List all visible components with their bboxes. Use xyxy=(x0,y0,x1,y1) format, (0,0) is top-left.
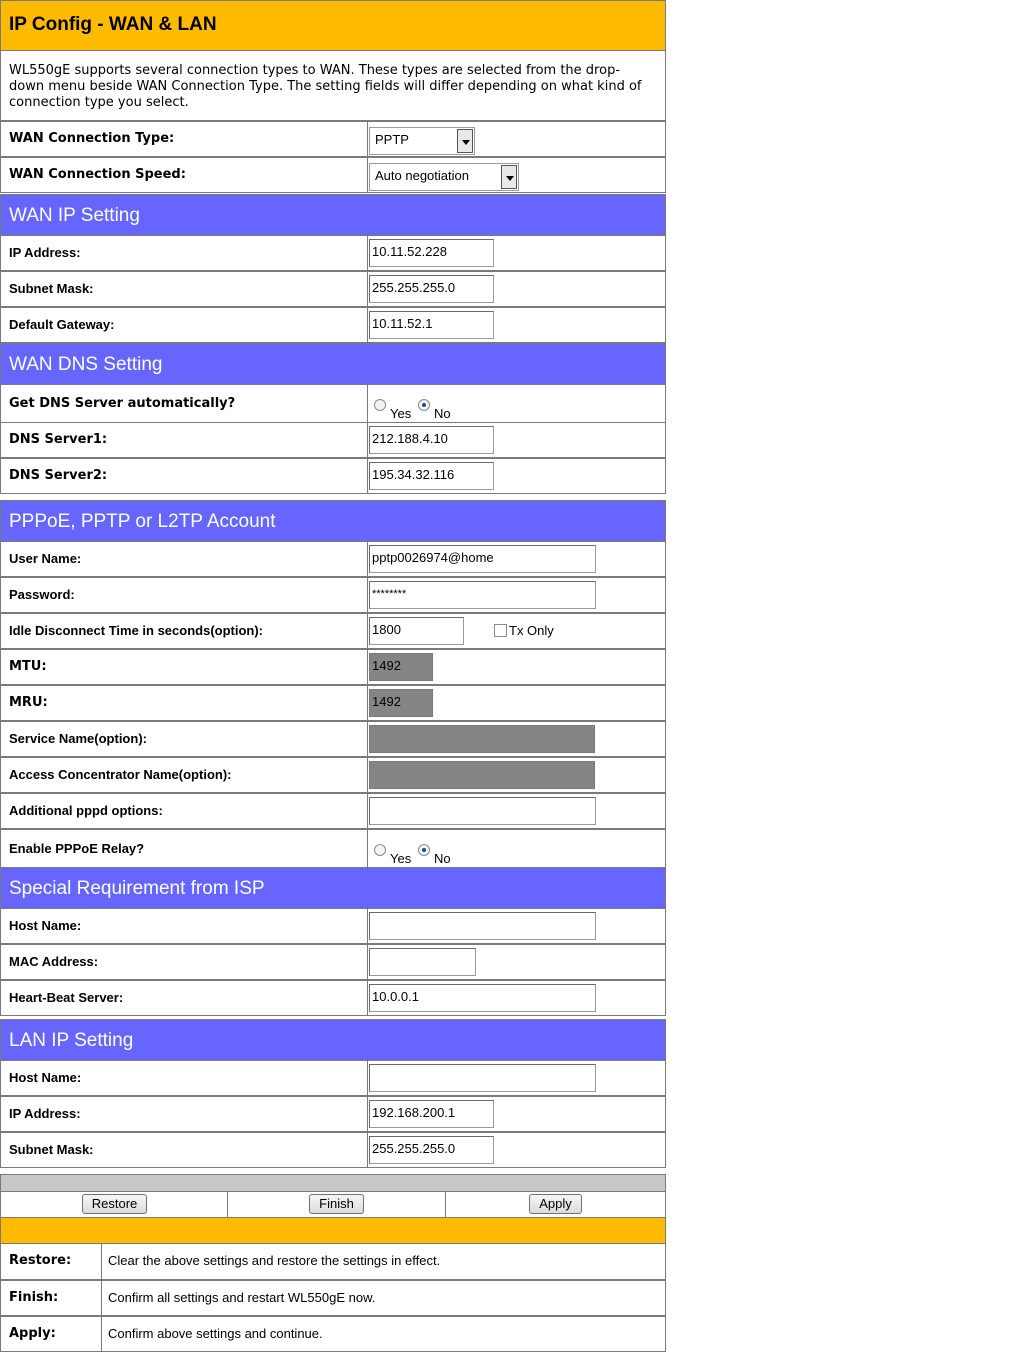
row-isp-host xyxy=(0,908,666,944)
divider xyxy=(367,272,368,306)
wan-subnet-label: Subnet Mask: xyxy=(9,281,94,296)
row-lan-host xyxy=(0,1060,666,1096)
connection-type-value: PPTP xyxy=(375,132,409,147)
help-row-restore xyxy=(0,1244,666,1280)
divider xyxy=(101,1244,102,1279)
button-bar-top xyxy=(0,1174,666,1192)
row-dns-auto xyxy=(0,384,666,423)
chevron-down-icon[interactable] xyxy=(501,165,517,189)
section-isp xyxy=(0,867,666,909)
dns2-label: DNS Server2: xyxy=(9,468,108,483)
dns2-input[interactable]: 195.34.32.116 xyxy=(369,462,494,490)
pppd-options-input[interactable] xyxy=(369,797,596,825)
row-pppd-options xyxy=(0,793,666,829)
divider xyxy=(367,722,368,756)
wan-gateway-input[interactable]: 10.11.52.1 xyxy=(369,311,494,339)
section-account xyxy=(0,500,666,542)
row-heartbeat xyxy=(0,980,666,1016)
dns-auto-yes-radio[interactable] xyxy=(374,399,386,411)
help-row-apply xyxy=(0,1316,666,1352)
divider xyxy=(367,1133,368,1167)
wan-ip-input[interactable]: 10.11.52.228 xyxy=(369,239,494,267)
dns-auto-no-label: No xyxy=(434,406,451,421)
connection-type-select[interactable] xyxy=(369,127,475,155)
username-input[interactable]: pptp0026974@home xyxy=(369,545,596,573)
dns1-label: DNS Server1: xyxy=(9,432,108,447)
divider xyxy=(367,945,368,979)
relay-no-radio[interactable] xyxy=(418,844,430,856)
lan-ip-label: IP Address: xyxy=(9,1106,81,1121)
ac-name-input[interactable] xyxy=(369,761,595,789)
heartbeat-input[interactable]: 10.0.0.1 xyxy=(369,984,596,1012)
divider xyxy=(367,423,368,457)
row-mtu xyxy=(0,649,666,685)
tx-only-checkbox[interactable] xyxy=(494,624,507,637)
row-wan-gateway xyxy=(0,307,666,343)
divider xyxy=(367,308,368,342)
title-bar xyxy=(0,0,666,51)
password-input[interactable]: ******** xyxy=(369,581,596,609)
section-heading: WAN DNS Setting xyxy=(9,354,163,375)
dns-auto-yes-label: Yes xyxy=(390,406,412,421)
connection-speed-value: Auto negotiation xyxy=(375,168,469,183)
divider xyxy=(367,385,368,422)
section-heading: Special Requirement from ISP xyxy=(9,878,265,899)
ac-name-label: Access Concentrator Name(option): xyxy=(9,767,232,782)
apply-button[interactable]: Apply xyxy=(529,1194,582,1214)
row-wan-ip-address xyxy=(0,235,666,271)
tx-only-label: Tx Only xyxy=(509,623,554,638)
help-row-finish xyxy=(0,1280,666,1316)
help-text: Clear the above settings and restore the settings in effect. xyxy=(108,1253,441,1268)
username-label: User Name: xyxy=(9,551,82,566)
row-connection-speed xyxy=(0,157,666,193)
lan-subnet-label: Subnet Mask: xyxy=(9,1142,94,1157)
lan-host-input[interactable] xyxy=(369,1064,596,1092)
divider xyxy=(101,1281,102,1315)
relay-yes-radio[interactable] xyxy=(374,844,386,856)
lan-subnet-input[interactable]: 255.255.255.0 xyxy=(369,1136,494,1164)
divider xyxy=(367,459,368,493)
dns-auto-label: Get DNS Server automatically? xyxy=(9,396,236,411)
service-name-label: Service Name(option): xyxy=(9,731,147,746)
mru-label: MRU: xyxy=(9,695,48,710)
isp-host-input[interactable] xyxy=(369,912,596,940)
row-connection-type xyxy=(0,121,666,157)
row-lan-ip xyxy=(0,1096,666,1132)
section-lan-ip xyxy=(0,1019,666,1061)
row-ac-name xyxy=(0,757,666,793)
mtu-input[interactable]: 1492 xyxy=(369,653,433,681)
connection-speed-select[interactable] xyxy=(369,163,519,191)
dns-auto-no-radio[interactable] xyxy=(418,399,430,411)
restore-button[interactable]: Restore xyxy=(82,1194,147,1214)
divider xyxy=(367,794,368,828)
divider xyxy=(367,830,368,867)
section-heading: WAN IP Setting xyxy=(9,205,140,226)
relay-no-label: No xyxy=(434,851,451,866)
intro-text: WL550gE supports several connection types to WAN. These types are selected from the drop-down menu beside WAN Connection Type. The setting fields will differ depending on what kind of connection type you select. xyxy=(9,63,642,110)
section-wan-ip xyxy=(0,194,666,236)
divider xyxy=(367,758,368,792)
divider xyxy=(367,909,368,943)
connection-type-label: WAN Connection Type: xyxy=(9,131,175,146)
pppd-options-label: Additional pppd options: xyxy=(9,803,163,818)
relay-yes-label: Yes xyxy=(390,851,412,866)
mru-input[interactable]: 1492 xyxy=(369,689,433,717)
row-idle-time xyxy=(0,613,666,649)
wan-subnet-input[interactable]: 255.255.255.0 xyxy=(369,275,494,303)
password-label: Password: xyxy=(9,587,75,602)
section-heading: PPPoE, PPTP or L2TP Account xyxy=(9,511,276,532)
row-dns2 xyxy=(0,458,666,494)
divider xyxy=(367,1061,368,1095)
row-password xyxy=(0,577,666,613)
page-title: IP Config - WAN & LAN xyxy=(9,14,217,35)
wan-ip-label: IP Address: xyxy=(9,245,81,260)
service-name-input[interactable] xyxy=(369,725,595,753)
divider xyxy=(445,1191,446,1217)
heartbeat-label: Heart-Beat Server: xyxy=(9,990,124,1005)
row-mru xyxy=(0,685,666,721)
dns1-input[interactable]: 212.188.4.10 xyxy=(369,426,494,454)
divider xyxy=(101,1317,102,1351)
row-service-name xyxy=(0,721,666,757)
row-wan-subnet xyxy=(0,271,666,307)
divider xyxy=(367,578,368,612)
section-heading: LAN IP Setting xyxy=(9,1030,134,1051)
lan-host-label: Host Name: xyxy=(9,1070,82,1085)
wan-gateway-label: Default Gateway: xyxy=(9,317,115,332)
divider xyxy=(367,686,368,720)
divider xyxy=(367,614,368,648)
row-dns1 xyxy=(0,422,666,458)
pppoe-relay-label: Enable PPPoE Relay? xyxy=(9,841,145,856)
help-label: Finish: xyxy=(9,1290,59,1305)
help-text: Confirm above settings and continue. xyxy=(108,1326,323,1341)
row-username xyxy=(0,541,666,577)
mac-label: MAC Address: xyxy=(9,954,99,969)
divider xyxy=(367,236,368,270)
divider xyxy=(367,122,368,156)
finish-button[interactable]: Finish xyxy=(309,1194,364,1214)
connection-speed-label: WAN Connection Speed: xyxy=(9,167,186,182)
help-label: Restore: xyxy=(9,1253,72,1268)
idle-time-input[interactable]: 1800 xyxy=(369,617,464,645)
button-row xyxy=(0,1191,666,1218)
mac-input[interactable] xyxy=(369,948,476,976)
lan-ip-input[interactable]: 192.168.200.1 xyxy=(369,1100,494,1128)
divider xyxy=(367,542,368,576)
row-pppoe-relay xyxy=(0,829,666,868)
row-lan-subnet xyxy=(0,1132,666,1168)
chevron-down-icon[interactable] xyxy=(457,129,473,153)
help-header-bar xyxy=(0,1217,666,1244)
help-text: Confirm all settings and restart WL550gE now. xyxy=(108,1290,376,1305)
help-label: Apply: xyxy=(9,1326,56,1341)
intro-box xyxy=(0,51,666,121)
section-wan-dns xyxy=(0,343,666,385)
row-mac xyxy=(0,944,666,980)
idle-time-label: Idle Disconnect Time in seconds(option): xyxy=(9,623,264,638)
mtu-label: MTU: xyxy=(9,659,47,674)
isp-host-label: Host Name: xyxy=(9,918,82,933)
divider xyxy=(367,1097,368,1131)
divider xyxy=(367,650,368,684)
divider xyxy=(367,158,368,192)
divider xyxy=(367,981,368,1015)
divider xyxy=(227,1191,228,1217)
